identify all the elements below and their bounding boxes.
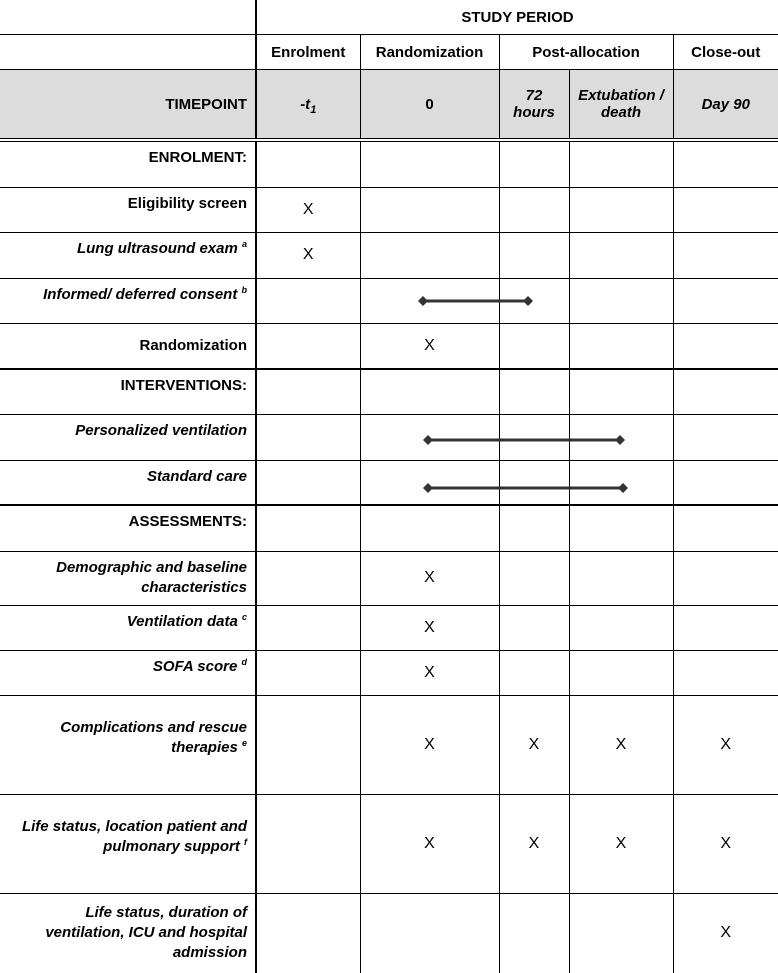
cell [360, 460, 499, 505]
header-corner [0, 0, 256, 35]
label-life-duration: Life status, duration of ventilation, ICU and hospital admission [0, 893, 256, 973]
cell [499, 414, 569, 460]
cell [673, 460, 778, 505]
row-life-duration [0, 893, 778, 973]
label-consent [0, 278, 256, 323]
cell [256, 369, 360, 414]
cell [499, 893, 569, 973]
row-randomization [0, 323, 778, 369]
label-lung-ultrasound [0, 232, 256, 278]
header-phase-corner [0, 35, 256, 70]
cell [256, 893, 360, 973]
cell [673, 187, 778, 232]
tp-day-90: Day 90 [673, 70, 778, 141]
phase-close-out: Close-out [673, 35, 778, 70]
label-complications-text: Complications and rescue therapies [60, 718, 247, 756]
header-row-study-period [0, 0, 778, 35]
header-row-phases [0, 35, 778, 70]
cell [499, 650, 569, 695]
row-personalized [0, 414, 778, 460]
phase-randomization: Randomization [360, 35, 499, 70]
cell [499, 605, 569, 650]
tp-enrolment-sub: 1 [310, 103, 317, 116]
section-enrolment: ENROLMENT: [0, 140, 256, 187]
cell [569, 369, 673, 414]
cell [569, 460, 673, 505]
cell [569, 278, 673, 323]
mark-eligibility-enrolment: X [256, 187, 360, 232]
cell [256, 278, 360, 323]
row-complications [0, 695, 778, 794]
cell [256, 695, 360, 794]
cell [360, 505, 499, 551]
cell [569, 187, 673, 232]
label-life-status [0, 794, 256, 893]
cell [673, 369, 778, 414]
section-row-interventions [0, 369, 778, 414]
cell [499, 323, 569, 369]
label-demographic: Demographic and baseline characteristics [0, 551, 256, 605]
label-sofa [0, 650, 256, 695]
label-randomization: Randomization [0, 323, 256, 369]
cell [499, 187, 569, 232]
cell [673, 232, 778, 278]
cell [569, 232, 673, 278]
label-standard-care: Standard care [0, 460, 256, 505]
label-personalized: Personalized ventilation [0, 414, 256, 460]
note-f: f [244, 836, 247, 847]
cell [360, 414, 499, 460]
section-row-assessments [0, 505, 778, 551]
label-eligibility: Eligibility screen [0, 187, 256, 232]
note-b: b [241, 284, 247, 295]
cell [569, 605, 673, 650]
cell [673, 414, 778, 460]
cell [360, 232, 499, 278]
cell [256, 605, 360, 650]
cell [360, 278, 499, 323]
cell [256, 140, 360, 187]
mark-life-duration-day90: X [673, 893, 778, 973]
cell [569, 650, 673, 695]
cell [499, 232, 569, 278]
cell [499, 505, 569, 551]
note-a: a [241, 238, 247, 249]
mark-ventilation-0: X [360, 605, 499, 650]
cell [569, 414, 673, 460]
cell [673, 140, 778, 187]
study-period-header: STUDY PERIOD [256, 0, 778, 35]
row-consent [0, 278, 778, 323]
mark-complications-72h: X [499, 695, 569, 794]
section-row-enrolment [0, 140, 778, 187]
note-c: c [241, 611, 247, 622]
row-lung-ultrasound [0, 232, 778, 278]
mark-demographic-0: X [360, 551, 499, 605]
label-sofa-text: SOFA score [152, 657, 242, 675]
cell [499, 551, 569, 605]
label-ventilation-text: Ventilation data [126, 612, 242, 630]
tp-randomization: 0 [360, 70, 499, 141]
note-e: e [241, 737, 247, 748]
mark-complications-extubation: X [569, 695, 673, 794]
mark-sofa-0: X [360, 650, 499, 695]
row-eligibility [0, 187, 778, 232]
cell [256, 505, 360, 551]
cell [673, 650, 778, 695]
mark-life-status-72h: X [499, 794, 569, 893]
row-demographic [0, 551, 778, 605]
cell [499, 140, 569, 187]
label-ventilation-data [0, 605, 256, 650]
section-interventions: INTERVENTIONS: [0, 369, 256, 414]
cell [256, 323, 360, 369]
phase-post-allocation: Post-allocation [499, 35, 673, 70]
header-row-timepoint [0, 70, 778, 141]
cell [673, 551, 778, 605]
cell [569, 140, 673, 187]
cell [569, 323, 673, 369]
cell [569, 505, 673, 551]
mark-randomization-0: X [360, 323, 499, 369]
cell [569, 893, 673, 973]
label-lung-ultrasound-text: Lung ultrasound exam [76, 239, 242, 257]
cell [499, 278, 569, 323]
timepoint-label: TIMEPOINT [0, 70, 256, 141]
mark-life-status-0: X [360, 794, 499, 893]
label-complications [0, 695, 256, 794]
cell [673, 323, 778, 369]
tp-72-hours: 72 hours [499, 70, 569, 141]
section-assessments: ASSESSMENTS: [0, 505, 256, 551]
tp-enrolment-main: -t [300, 95, 311, 113]
cell [256, 414, 360, 460]
note-d: d [241, 656, 247, 667]
cell [256, 650, 360, 695]
cell [360, 187, 499, 232]
mark-complications-0: X [360, 695, 499, 794]
tp-enrolment [256, 70, 360, 141]
row-standard-care [0, 460, 778, 505]
mark-life-status-extubation: X [569, 794, 673, 893]
row-sofa [0, 650, 778, 695]
cell [673, 505, 778, 551]
row-life-status [0, 794, 778, 893]
cell [360, 893, 499, 973]
cell [499, 369, 569, 414]
mark-complications-day90: X [673, 695, 778, 794]
label-consent-text: Informed/ deferred consent [43, 285, 242, 303]
phase-enrolment: Enrolment [256, 35, 360, 70]
cell [673, 278, 778, 323]
cell [569, 551, 673, 605]
mark-lung-us-enrolment: X [256, 232, 360, 278]
label-life-status-text: Life status, location patient and pulmonary support [21, 817, 247, 855]
row-ventilation-data [0, 605, 778, 650]
cell [256, 551, 360, 605]
cell [360, 140, 499, 187]
cell [256, 794, 360, 893]
mark-life-status-day90: X [673, 794, 778, 893]
cell [499, 460, 569, 505]
cell [256, 460, 360, 505]
cell [673, 605, 778, 650]
tp-extubation-death: Extubation / death [569, 70, 673, 141]
cell [360, 369, 499, 414]
